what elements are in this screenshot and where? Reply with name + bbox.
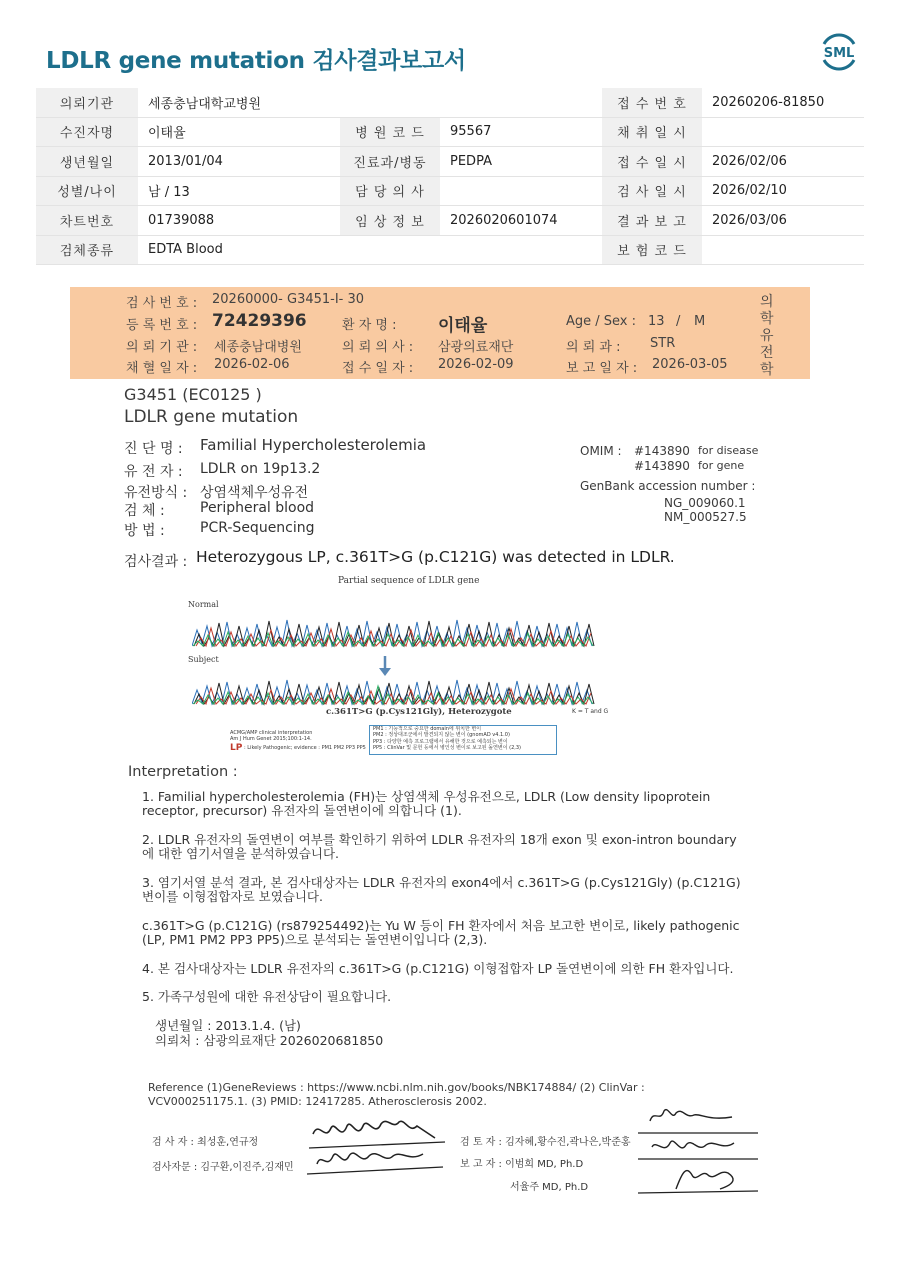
patient-info-table xyxy=(36,88,864,260)
collect-label: 채 혈 일 자 : xyxy=(126,361,198,376)
doctor: 삼광의료재단 xyxy=(438,340,514,355)
info-value: 2026/02/10 xyxy=(702,176,864,206)
genbank-2: NM_000527.5 xyxy=(664,510,747,524)
examiner-signature xyxy=(305,1112,450,1177)
reviewer-signature xyxy=(636,1103,761,1198)
info-label: 진료과/병동 xyxy=(340,147,440,177)
info-value: 2026/03/06 xyxy=(702,206,864,236)
method-label: 방 법 : xyxy=(124,523,165,539)
info-value: 남 / 13 xyxy=(138,176,340,206)
gene: LDLR on 19p13.2 xyxy=(200,461,321,477)
info-value xyxy=(440,88,602,117)
info-label: 접 수 번 호 xyxy=(602,88,702,117)
reg-no-label: 등 록 번 호 : xyxy=(126,318,198,333)
info-label: 담 당 의 사 xyxy=(340,176,440,206)
inheritance: 상염색체우성유전 xyxy=(200,485,309,501)
interp-line: receptor, precursor) 유전자의 돌연변이에 의합니다 (1). xyxy=(142,803,462,818)
result: Heterozygous LP, c.361T>G (p.C121G) was detected in LDLR. xyxy=(196,548,675,566)
dept-label: 의 뢰 과 : xyxy=(566,340,621,355)
specimen-label: 검 체 : xyxy=(124,503,165,519)
reference xyxy=(148,1081,645,1109)
reporter-2: 서율주 MD, Ph.D xyxy=(510,1182,589,1193)
info-value: 세종충남대학교병원 xyxy=(138,88,340,117)
info-label: 차트번호 xyxy=(36,206,138,236)
result-label: 검사결과 : xyxy=(124,554,188,570)
info-row xyxy=(36,235,864,265)
omim-disease: #143890 xyxy=(634,444,690,458)
info-value: 이태율 xyxy=(138,117,340,147)
side-char: 유 xyxy=(760,328,774,344)
info-label: 채 취 일 시 xyxy=(602,117,702,147)
info-label: 수진자명 xyxy=(36,117,138,147)
info-value: 95567 xyxy=(440,117,602,147)
info-label: 검 사 일 시 xyxy=(602,176,702,206)
info-value: 2013/01/04 xyxy=(138,147,340,177)
receive-label: 접 수 일 자 : xyxy=(342,361,414,376)
diagnosis-label: 진 단 명 : xyxy=(124,441,183,457)
sex: M xyxy=(694,314,706,329)
examiner: 검 사 자 : 최성훈,연규정 xyxy=(152,1137,259,1148)
info-label: 결 과 보 고 xyxy=(602,206,702,236)
normal-label: Normal xyxy=(188,600,219,609)
side-char: 학 xyxy=(760,362,774,378)
sml-logo xyxy=(818,30,860,74)
method: PCR-Sequencing xyxy=(200,520,315,536)
reporter: 보 고 자 : 이범희 MD, Ph.D xyxy=(460,1159,584,1170)
info-value xyxy=(440,235,602,265)
side-char: 학 xyxy=(760,311,774,327)
department-vertical-label xyxy=(760,291,778,376)
info-value: 01739088 xyxy=(138,206,340,236)
info-value: 2026/02/06 xyxy=(702,147,864,177)
mutation-arrow-icon xyxy=(379,656,391,676)
omim-gene-note: for gene xyxy=(698,459,745,472)
collect-date: 2026-02-06 xyxy=(214,357,290,372)
advisor: 검사자문 : 김구환,이진주,김재민 xyxy=(152,1162,294,1173)
dept: STR xyxy=(650,336,676,351)
side-char: 의 xyxy=(760,294,774,310)
info-label: 임 상 정 보 xyxy=(340,206,440,236)
report-date: 2026-03-05 xyxy=(652,357,728,372)
interp-line: 4. 본 검사대상자는 LDLR 유전자의 c.361T>G (p.C121G) 이형접합자 LP 돌연변이에 의한 FH 환자입니다. xyxy=(142,961,734,976)
inheritance-label: 유전방식 : xyxy=(124,485,188,501)
omim-disease-note: for disease xyxy=(698,444,759,457)
omim-label: OMIM : xyxy=(580,444,622,458)
info-label: 검체종류 xyxy=(36,235,138,265)
evidence-item: PP5 : ClinVar 및 문헌 등에서 병인성 변이로 보고된 돌연변이 (2,3) xyxy=(373,744,522,751)
interp-line: 5. 가족구성원에 대한 유전상담이 필요합니다. xyxy=(142,989,392,1004)
birth-note: 생년월일 : 2013.1.4. (남) xyxy=(155,1018,301,1033)
chromatogram-caption: c.361T>G (p.Cys121Gly), Heterozygote xyxy=(326,707,512,717)
info-row xyxy=(36,117,864,147)
info-label: 성별/나이 xyxy=(36,176,138,206)
diagnosis: Familial Hypercholesterolemia xyxy=(200,436,427,454)
institution: 세종충남대병원 xyxy=(214,340,302,355)
acmg-line: ACMG/AMP clinical interpretation xyxy=(230,730,313,736)
reviewer: 검 토 자 : 김자혜,황수진,곽나은,박준홍 xyxy=(460,1137,631,1148)
info-value xyxy=(702,235,864,265)
sequence-trace xyxy=(192,608,597,708)
info-value: PEDPA xyxy=(440,147,602,177)
evidence-item: PM2 : 정상대조군에서 발견되지 않는 변이 (gnomAD v4.1.0) xyxy=(373,732,510,739)
specimen: Peripheral blood xyxy=(200,500,315,516)
interp-line: (LP, PM1 PM2 PP3 PP5)으로 분석되는 돌연변이입니다 (2,3). xyxy=(142,932,488,947)
test-no: 20260000- G3451-I- 30 xyxy=(212,292,365,307)
info-value: 20260206-81850 xyxy=(702,88,864,117)
info-row xyxy=(36,88,864,117)
page-title: LDLR gene mutation 검사결과보고서 xyxy=(46,48,466,74)
subject-trace xyxy=(192,680,594,704)
interp-line: 2. LDLR 유전자의 돌연변이 여부를 확인하기 위하여 LDLR 유전자의 18개 exon 및 exon-intron boundary xyxy=(142,832,737,847)
interp-line: 변이를 이형접합자로 보였습니다. xyxy=(142,889,323,904)
lp-badge: LP xyxy=(230,743,243,753)
age-sex-label: Age / Sex : xyxy=(566,314,637,329)
lp-description: : Likely Pathogenic; evidence : PM1 PM2 PP3 PP5 xyxy=(244,745,366,751)
info-label: 병 원 코 드 xyxy=(340,117,440,147)
report-label: 보 고 일 자 : xyxy=(566,361,638,376)
subject-label: Subject xyxy=(188,655,219,664)
info-label: 의뢰기관 xyxy=(36,88,138,117)
reference-line: Reference (1)GeneReviews : https://www.ncbi.nlm.nih.gov/books/NBK174884/ (2) ClinVar : xyxy=(148,1081,645,1094)
info-label: 보 험 코 드 xyxy=(602,235,702,265)
normal-trace xyxy=(192,620,594,646)
receive-date: 2026-02-09 xyxy=(438,357,514,372)
omim-gene: #143890 xyxy=(634,459,690,473)
patient-name: 이태율 xyxy=(438,316,488,336)
logo-mark xyxy=(818,30,860,74)
chromatogram-scale: K = T and G xyxy=(572,708,609,715)
reg-no: 72429396 xyxy=(212,311,307,331)
patient-label: 환 자 명 : xyxy=(342,318,397,333)
test-no-label: 검 사 번 호 : xyxy=(126,296,198,311)
info-value: EDTA Blood xyxy=(138,235,340,265)
interp-line: 에 대한 염기서열을 분석하였습니다. xyxy=(142,846,340,861)
chromatogram-title: Partial sequence of LDLR gene xyxy=(338,576,480,586)
doctor-label: 의 뢰 의 사 : xyxy=(342,340,414,355)
institution-label: 의 뢰 기 관 : xyxy=(126,340,198,355)
info-row xyxy=(36,206,864,236)
evidence-box xyxy=(369,725,557,755)
info-value xyxy=(340,88,440,117)
info-value xyxy=(702,117,864,147)
info-label: 접 수 일 시 xyxy=(602,147,702,177)
acmg-reference xyxy=(230,730,312,742)
test-name: LDLR gene mutation xyxy=(124,407,299,427)
info-row xyxy=(36,147,864,177)
genbank-1: NG_009060.1 xyxy=(664,496,746,510)
side-char: 전 xyxy=(760,345,774,361)
info-row xyxy=(36,176,864,206)
interpretation-heading: Interpretation : xyxy=(128,764,238,780)
test-code: G3451 (EC0125 ) xyxy=(124,385,262,404)
evidence-item: PM1 : 기능적으로 중요한 domain에 위치한 변이 xyxy=(373,726,482,732)
genbank-label: GenBank accession number : xyxy=(580,479,756,493)
info-value: 2026020601074 xyxy=(440,206,602,236)
reference-line: VCV000251175.1. (3) PMID: 12417285. Atherosclerosis 2002. xyxy=(148,1095,487,1108)
logo-text: SML xyxy=(823,46,855,61)
info-label: 생년월일 xyxy=(36,147,138,177)
interp-line: 1. Familial hypercholesterolemia (FH)는 상염색체 우성유전으로, LDLR (Low density lipoprotein xyxy=(142,789,711,804)
interp-line: c.361T>G (p.C121G) (rs879254492)는 Yu W 등이 FH 환자에서 처음 보고한 변이로, likely pathogenic xyxy=(142,918,740,933)
acmg-line: Am J Hum Genet 2015;100:1-14. xyxy=(230,736,312,742)
requester-note: 의뢰처 : 삼광의료재단 2026020681850 xyxy=(155,1033,384,1048)
info-value xyxy=(440,176,602,206)
info-value xyxy=(340,235,440,265)
gene-label: 유 전 자 : xyxy=(124,464,183,480)
interp-line: 3. 염기서열 분석 결과, 본 검사대상자는 LDLR 유전자의 exon4에서 c.361T>G (p.Cys121Gly) (p.C121G) xyxy=(142,875,741,890)
age: 13 xyxy=(648,314,665,329)
evidence-item: PP3 : 다양한 예측 프로그램에서 유해한 것으로 예측되는 변이 xyxy=(373,738,508,745)
